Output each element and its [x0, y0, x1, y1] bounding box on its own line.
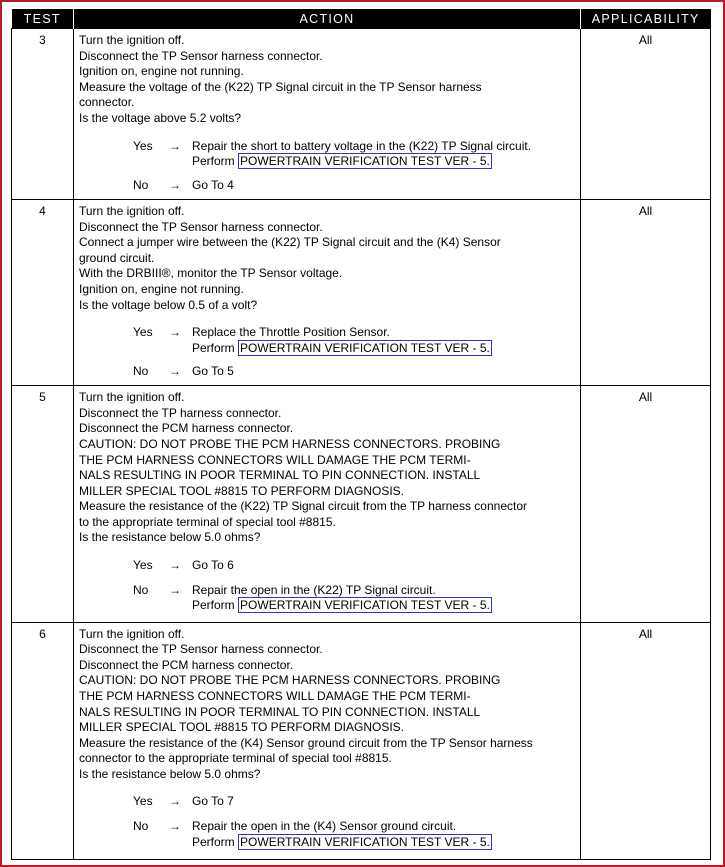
- answer-instruction: Go To 7: [192, 794, 234, 809]
- action-step: connector to the appropriate terminal of special tool #8815.: [79, 751, 392, 766]
- action-step: to the appropriate terminal of special tool #8815.: [79, 514, 336, 529]
- answer-yes: [133, 794, 576, 810]
- action-step: CAUTION: DO NOT PROBE THE PCM HARNESS CONNECTORS. PROBING: [79, 673, 501, 688]
- action-step: Is the voltage above 5.2 volts?: [79, 110, 242, 125]
- action-cell: [74, 622, 581, 859]
- perform-label: Perform: [192, 154, 235, 169]
- answer-no: [133, 178, 576, 194]
- verification-test-link[interactable]: POWERTRAIN VERIFICATION TEST VER - 5.: [240, 154, 490, 169]
- test-number: 4: [12, 200, 74, 386]
- answer-instruction: Repair the open in the (K22) TP Signal circuit.: [192, 582, 436, 597]
- action-step: Turn the ignition off.: [79, 204, 185, 219]
- verification-test-link[interactable]: POWERTRAIN VERIFICATION TEST VER - 5.: [240, 598, 490, 613]
- arrow-right-icon: →: [169, 558, 181, 573]
- arrow-right-icon: →: [169, 794, 181, 809]
- action-step: Disconnect the TP Sensor harness connector.: [79, 642, 323, 657]
- answer-label: No: [133, 177, 149, 192]
- arrow-right-icon: →: [169, 364, 181, 379]
- action-step: Turn the ignition off.: [79, 390, 185, 405]
- table-row: [12, 386, 711, 622]
- test-number: 5: [12, 386, 74, 622]
- action-step: THE PCM HARNESS CONNECTORS WILL DAMAGE THE PCM TERMI-: [79, 688, 471, 703]
- action-step: connector.: [79, 95, 135, 110]
- action-step: With the DRBIII®, monitor the TP Sensor voltage.: [79, 266, 343, 281]
- answer-label: Yes: [133, 325, 153, 340]
- perform-label: Perform: [192, 598, 235, 613]
- answer-instruction: Go To 4: [192, 177, 234, 192]
- test-number: 3: [12, 29, 74, 200]
- action-step: Measure the resistance of the (K4) Sensor ground circuit from the TP Sensor harness: [79, 735, 533, 750]
- perform-label: Perform: [192, 834, 235, 849]
- perform-label: Perform: [192, 340, 235, 355]
- arrow-right-icon: →: [169, 819, 181, 834]
- action-step: Disconnect the PCM harness connector.: [79, 657, 294, 672]
- action-step: NALS RESULTING IN POOR TERMINAL TO PIN CONNECTION. INSTALL: [79, 468, 481, 483]
- action-step: MILLER SPECIAL TOOL #8815 TO PERFORM DIAGNOSIS.: [79, 720, 405, 735]
- test-number: 6: [12, 622, 74, 859]
- answer-instruction: Repair the open in the (K4) Sensor ground circuit.: [192, 819, 457, 834]
- action-step: Ignition on, engine not running.: [79, 64, 244, 79]
- action-step: Measure the resistance of the (K22) TP Signal circuit from the TP harness connector: [79, 499, 528, 514]
- arrow-right-icon: →: [169, 138, 181, 153]
- answer-yes: [133, 325, 576, 356]
- action-step: Turn the ignition off.: [79, 626, 185, 641]
- verification-test-link[interactable]: POWERTRAIN VERIFICATION TEST VER - 5.: [240, 834, 490, 849]
- action-step: Disconnect the TP harness connector.: [79, 405, 282, 420]
- answer-yes: [133, 558, 576, 574]
- applicability-value: All: [581, 29, 711, 200]
- action-step: Is the voltage below 0.5 of a volt?: [79, 297, 258, 312]
- applicability-value: All: [581, 386, 711, 622]
- action-step: ground circuit.: [79, 250, 155, 265]
- action-step: Is the resistance below 5.0 ohms?: [79, 766, 261, 781]
- answer-label: Yes: [133, 558, 153, 573]
- action-step: Ignition on, engine not running.: [79, 281, 244, 296]
- table-body: [12, 29, 711, 860]
- header-applicability: APPLICABILITY: [581, 9, 711, 29]
- diagnostic-test-table: [11, 9, 711, 860]
- answer-yes: [133, 139, 576, 170]
- action-cell: [74, 200, 581, 386]
- answer-instruction: Repair the short to battery voltage in the (K22) TP Signal circuit.: [192, 138, 532, 153]
- answer-instruction: Go To 5: [192, 364, 234, 379]
- action-step: Disconnect the TP Sensor harness connector.: [79, 48, 323, 63]
- action-step: Connect a jumper wire between the (K22) TP Signal circuit and the (K4) Sensor: [79, 235, 501, 250]
- applicability-value: All: [581, 622, 711, 859]
- applicability-value: All: [581, 200, 711, 386]
- answer-label: No: [133, 364, 149, 379]
- action-cell: [74, 29, 581, 200]
- action-step: Turn the ignition off.: [79, 33, 185, 47]
- answer-instruction: Replace the Throttle Position Sensor.: [192, 325, 390, 340]
- action-step: THE PCM HARNESS CONNECTORS WILL DAMAGE THE PCM TERMI-: [79, 452, 471, 467]
- action-step: MILLER SPECIAL TOOL #8815 TO PERFORM DIAGNOSIS.: [79, 483, 405, 498]
- answer-no: [133, 364, 576, 380]
- table-row: [12, 200, 711, 386]
- action-step: Is the resistance below 5.0 ohms?: [79, 530, 261, 545]
- answer-label: Yes: [133, 794, 153, 809]
- arrow-right-icon: →: [169, 177, 181, 192]
- action-cell: [74, 386, 581, 622]
- answer-label: No: [133, 819, 149, 834]
- action-step: Disconnect the TP Sensor harness connector.: [79, 219, 323, 234]
- table-header-row: [12, 9, 711, 29]
- action-step: Measure the voltage of the (K22) TP Signal circuit in the TP Sensor harness: [79, 79, 482, 94]
- verification-test-link[interactable]: POWERTRAIN VERIFICATION TEST VER - 5.: [240, 340, 490, 355]
- table-row: [12, 29, 711, 200]
- answer-no: [133, 583, 576, 614]
- answer-no: [133, 819, 576, 850]
- answer-instruction: Go To 6: [192, 558, 234, 573]
- header-test: TEST: [12, 9, 74, 29]
- header-action: ACTION: [74, 9, 581, 29]
- table-row: [12, 622, 711, 859]
- arrow-right-icon: →: [169, 325, 181, 340]
- action-step: Disconnect the PCM harness connector.: [79, 421, 294, 436]
- action-step: NALS RESULTING IN POOR TERMINAL TO PIN CONNECTION. INSTALL: [79, 704, 481, 719]
- arrow-right-icon: →: [169, 582, 181, 597]
- action-step: CAUTION: DO NOT PROBE THE PCM HARNESS CONNECTORS. PROBING: [79, 436, 501, 451]
- answer-label: No: [133, 582, 149, 597]
- answer-label: Yes: [133, 138, 153, 153]
